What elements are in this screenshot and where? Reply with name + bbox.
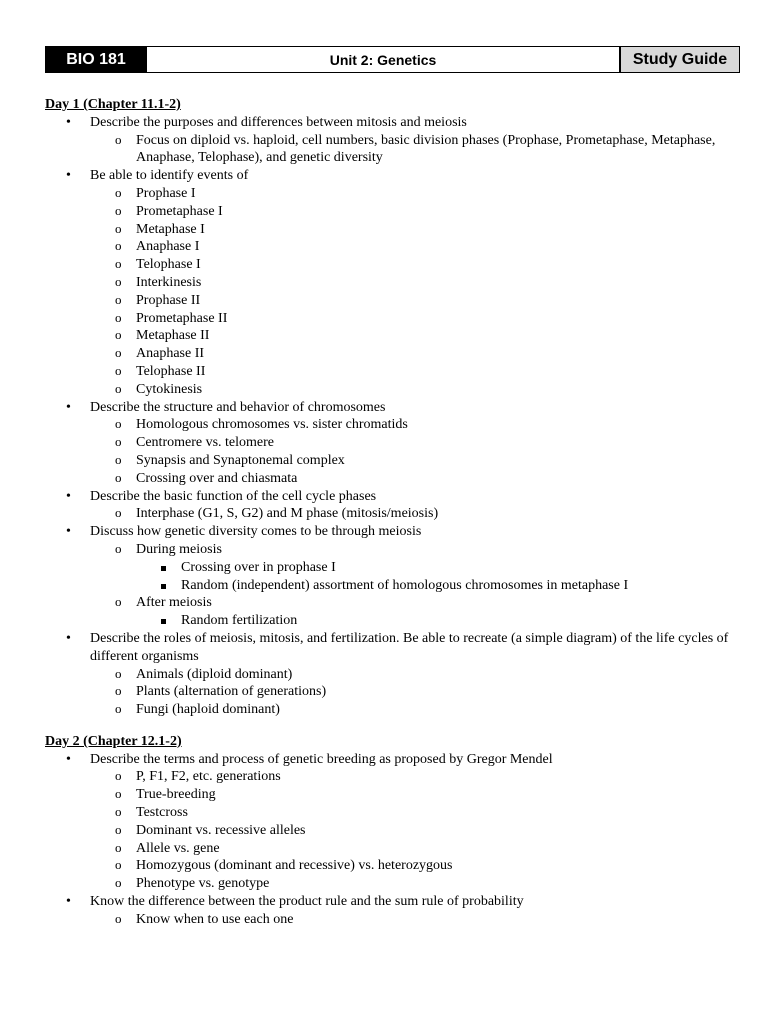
bullet-text: Describe the roles of meiosis, mitosis, and fertilization. Be able to recreate (a simple diagram) of the life cycles of different organisms [90, 630, 729, 664]
bullet-item [45, 114, 735, 167]
sub-list [90, 505, 735, 523]
bullet-text: Describe the structure and behavior of chromosomes [90, 399, 386, 415]
sub-item: o Anaphase II [90, 345, 735, 363]
sub-item: o Crossing over and chiasmata [90, 470, 735, 488]
sub-sub-item: Random fertilization [136, 612, 735, 630]
sub-item: o P, F1, F2, etc. generations [90, 768, 735, 786]
unit-title: Unit 2: Genetics [146, 47, 619, 72]
bullet-item [45, 399, 735, 488]
sub-item-text: During meiosis [136, 541, 222, 557]
sub-item: o Cytokinesis [90, 381, 735, 399]
sub-sub-list [136, 612, 735, 630]
sub-list [90, 541, 735, 630]
sub-item: o Animals (diploid dominant) [90, 666, 735, 684]
bullet-item [45, 630, 735, 719]
sub-item: o Metaphase I [90, 221, 735, 239]
sub-item: o Homozygous (dominant and recessive) vs. heterozygous [90, 857, 735, 875]
bullet-text: Describe the terms and process of genetic breeding as proposed by Gregor Mendel [90, 751, 553, 767]
bullet-text: Discuss how genetic diversity comes to be through meiosis [90, 524, 422, 540]
sub-item: o Interphase (G1, S, G2) and M phase (mitosis/meiosis) [90, 505, 735, 523]
day2-heading: Day 2 (Chapter 12.1-2) [45, 733, 182, 749]
sub-item: o Focus on diploid vs. haploid, cell numbers, basic division phases (Prophase, Prometaphase, Metaphase, Anaphase, Telophase), and genetic diversity [90, 132, 735, 168]
bullet-item [45, 893, 735, 929]
sub-item: o Prophase II [90, 292, 735, 310]
sub-item: o Homologous chromosomes vs. sister chromatids [90, 416, 735, 434]
sub-item: o Plants (alternation of generations) [90, 683, 735, 701]
bullet-text: Describe the basic function of the cell cycle phases [90, 488, 377, 504]
sub-item: o Prometaphase II [90, 310, 735, 328]
sub-item: o True-breeding [90, 786, 735, 804]
day1-heading: Day 1 (Chapter 11.1-2) [45, 97, 181, 112]
course-code: BIO 181 [46, 47, 146, 72]
sub-item: o Synapsis and Synaptonemal complex [90, 452, 735, 470]
sub-item: o Prometaphase I [90, 203, 735, 221]
doc-type-label: Study Guide [619, 47, 739, 72]
sub-item: o Interkinesis [90, 274, 735, 292]
sub-item: o Centromere vs. telomere [90, 434, 735, 452]
sub-item: o Testcross [90, 804, 735, 822]
day2-list [45, 751, 735, 929]
study-guide-content [45, 96, 735, 929]
sub-sub-item: Random (independent) assortment of homologous chromosomes in metaphase I [136, 577, 735, 595]
sub-list [90, 768, 735, 893]
sub-sub-item: Crossing over in prophase I [136, 559, 735, 577]
day1-list [45, 114, 735, 719]
sub-item: o Metaphase II [90, 327, 735, 345]
sub-list [90, 911, 735, 929]
sub-item [90, 594, 735, 630]
sub-item: o Dominant vs. recessive alleles [90, 822, 735, 840]
bullet-text: Be able to identify events of [90, 168, 249, 184]
sub-item: o Anaphase I [90, 238, 735, 256]
sub-item: o Prophase I [90, 185, 735, 203]
sub-list [90, 185, 735, 399]
bullet-item [45, 523, 735, 630]
bullet-text: Describe the purposes and differences between mitosis and meiosis [90, 114, 467, 130]
sub-item: o Telophase II [90, 363, 735, 381]
sub-sub-list [136, 559, 735, 595]
sub-item: o Know when to use each one [90, 911, 735, 929]
bullet-item [45, 488, 735, 524]
sub-item-text: After meiosis [136, 595, 212, 611]
header-bar [45, 46, 740, 73]
sub-item: o Fungi (haploid dominant) [90, 701, 735, 719]
bullet-item [45, 751, 735, 893]
sub-item [90, 541, 735, 594]
bullet-text: Know the difference between the product rule and the sum rule of probability [90, 894, 524, 910]
sub-list [90, 132, 735, 168]
sub-item: o Allele vs. gene [90, 840, 735, 858]
bullet-item [45, 167, 735, 398]
sub-item: o Telophase I [90, 256, 735, 274]
sub-item: o Phenotype vs. genotype [90, 875, 735, 893]
sub-list [90, 666, 735, 719]
sub-list [90, 416, 735, 487]
